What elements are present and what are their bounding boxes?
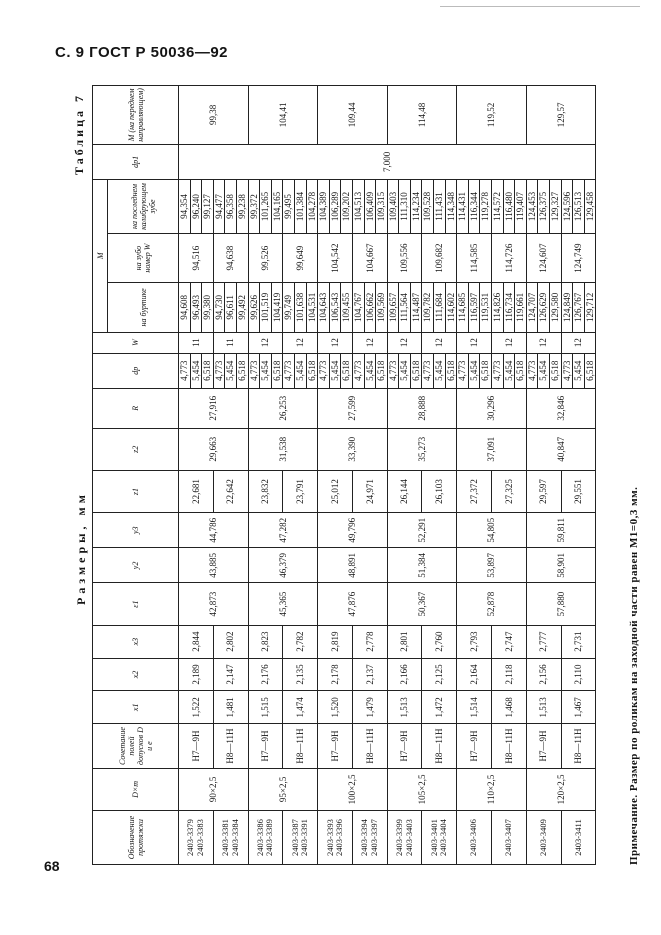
cell-m-tooth: 109,556 [387, 233, 422, 282]
cell-m-tooth: 99,526 [248, 233, 283, 282]
cell-m-last: 104,165 [271, 180, 283, 234]
table-row [352, 86, 364, 865]
cell-m-tooth: 94,516 [179, 233, 214, 282]
cell-m-tooth: 94,638 [213, 233, 248, 282]
cell-dp: 5,454 [364, 353, 376, 388]
cell-dm: 90×2,5 [179, 768, 249, 810]
table-row [492, 86, 504, 865]
cell-m-tooth: 109,682 [422, 233, 457, 282]
column-header: на зубо номер W [108, 233, 179, 282]
cell-dp: 6,518 [341, 353, 353, 388]
cell-m-last: 94,354 [179, 180, 191, 234]
column-header: y3 [93, 513, 179, 548]
header-group-m: M [93, 180, 108, 333]
cell-dp: 5,454 [573, 353, 585, 388]
cell-w: 12 [283, 332, 318, 353]
cell-e1: 50,367 [387, 583, 457, 625]
cell-tolerance: H8—11H [422, 724, 457, 769]
cell-x2: 2,189 [179, 658, 214, 691]
table-note: Примечание. Размер по роликам на заходной части равен M1=0,3 мм. [628, 486, 640, 865]
cell-e1: 45,365 [248, 583, 318, 625]
cell-m-collar: 94,608 [179, 283, 191, 332]
cell-tolerance: H7—9H [526, 724, 561, 769]
cell-m-last: 124,453 [526, 180, 538, 234]
cell-m-last: 111,431 [434, 180, 446, 234]
cell-dp: 6,518 [306, 353, 318, 388]
cell-x2: 2,166 [387, 658, 422, 691]
cell-m-last: 119,278 [480, 180, 492, 234]
cell-dp: 5,454 [329, 353, 341, 388]
cell-tolerance: H7—9H [318, 724, 353, 769]
cell-m-collar: 106,543 [329, 283, 341, 332]
column-header: x2 [93, 658, 179, 691]
cell-x2: 2,147 [213, 658, 248, 691]
cell-z2: 40,847 [526, 428, 596, 470]
cell-y3: 54,805 [457, 513, 527, 548]
cell-y3: 44,786 [179, 513, 249, 548]
cell-m-last: 129,458 [584, 180, 596, 234]
cell-dp: 6,518 [271, 353, 283, 388]
cell-m-collar: 114,826 [492, 283, 504, 332]
column-header: M (на переднем направляющем) [93, 86, 179, 145]
cell-x1: 1,481 [213, 691, 248, 724]
cell-dm: 110×2,5 [457, 768, 527, 810]
cell-x3: 2,819 [318, 625, 353, 658]
cell-dp1: 7,000 [179, 144, 596, 179]
cell-y2: 58,901 [526, 548, 596, 583]
cell-x3: 2,731 [561, 625, 596, 658]
table-row [526, 86, 538, 865]
cell-e1: 47,876 [318, 583, 388, 625]
cell-designation: 2403-3394 2403-3397 [352, 811, 387, 865]
cell-w: 12 [422, 332, 457, 353]
cell-m-collar: 119,531 [480, 283, 492, 332]
column-header: ε1 [93, 583, 179, 625]
cell-tolerance: H8—11H [352, 724, 387, 769]
column-header: R [93, 388, 179, 428]
cell-dp: 5,454 [399, 353, 411, 388]
cell-z2: 33,390 [318, 428, 388, 470]
cell-w: 12 [248, 332, 283, 353]
cell-z2: 31,538 [248, 428, 318, 470]
cell-m-last: 99,127 [202, 180, 214, 234]
cell-y3: 49,796 [318, 513, 388, 548]
cell-m-tooth: 104,667 [352, 233, 387, 282]
cell-dm: 100×2,5 [318, 768, 388, 810]
table-number: Таблица 7 [72, 93, 86, 175]
cell-m-last: 106,409 [364, 180, 376, 234]
cell-tolerance: H8—11H [492, 724, 527, 769]
cell-m-collar: 104,531 [306, 283, 318, 332]
cell-m-collar: 99,380 [202, 283, 214, 332]
cell-dp: 4,773 [213, 353, 225, 388]
cell-m-collar: 109,657 [387, 283, 399, 332]
cell-m-collar: 104,419 [271, 283, 283, 332]
cell-dp: 6,518 [202, 353, 214, 388]
cell-m-collar: 99,749 [283, 283, 295, 332]
cell-m-last: 111,310 [399, 180, 411, 234]
cell-dp: 4,773 [248, 353, 260, 388]
cell-dp: 6,518 [515, 353, 527, 388]
cell-m-collar: 99,492 [236, 283, 248, 332]
cell-dp: 4,773 [318, 353, 330, 388]
column-header: на буртике [108, 283, 179, 332]
column-header: z2 [93, 428, 179, 470]
cell-m-collar: 106,662 [364, 283, 376, 332]
cell-dp: 5,454 [294, 353, 306, 388]
cell-m-last: 129,327 [550, 180, 562, 234]
cell-m-last: 99,372 [248, 180, 260, 234]
cell-dp: 4,773 [179, 353, 191, 388]
cell-x1: 1,479 [352, 691, 387, 724]
cell-y2: 46,379 [248, 548, 318, 583]
cell-m-front: 109,44 [318, 86, 388, 145]
cell-dp: 6,518 [445, 353, 457, 388]
cell-m-collar: 104,643 [318, 283, 330, 332]
cell-m-last: 114,348 [445, 180, 457, 234]
cell-m-collar: 96,611 [225, 283, 237, 332]
cell-x2: 2,137 [352, 658, 387, 691]
page-number: 68 [44, 858, 60, 874]
cell-r: 30,296 [457, 388, 527, 428]
cell-m-collar: 126,767 [573, 283, 585, 332]
cell-dp: 6,518 [410, 353, 422, 388]
cell-tolerance: H8—11H [561, 724, 596, 769]
cell-m-collar: 114,685 [457, 283, 469, 332]
cell-z1: 29,551 [561, 470, 596, 512]
cell-m-last: 114,431 [457, 180, 469, 234]
cell-designation: 2403-3386 2403-3389 [248, 811, 283, 865]
table-row [387, 86, 399, 865]
cell-y2: 53,897 [457, 548, 527, 583]
cell-z1: 23,832 [248, 470, 283, 512]
cell-dp: 4,773 [561, 353, 573, 388]
cell-m-tooth: 104,542 [318, 233, 353, 282]
cell-m-last: 96,358 [225, 180, 237, 234]
cell-x1: 1,513 [387, 691, 422, 724]
cell-y3: 47,282 [248, 513, 318, 548]
cell-dm: 120×2,5 [526, 768, 596, 810]
cell-m-front: 104,41 [248, 86, 318, 145]
cell-x2: 2,118 [492, 658, 527, 691]
cell-m-collar: 116,734 [503, 283, 515, 332]
table-row [283, 86, 295, 865]
cell-m-last: 99,495 [283, 180, 295, 234]
cell-z2: 35,273 [387, 428, 457, 470]
cell-z1: 27,372 [457, 470, 492, 512]
cell-dp: 5,454 [468, 353, 480, 388]
cell-x2: 2,125 [422, 658, 457, 691]
cell-m-last: 101,384 [294, 180, 306, 234]
cell-x3: 2,823 [248, 625, 283, 658]
column-header: Обозначение протяжки [93, 811, 179, 865]
cell-z1: 22,681 [179, 470, 214, 512]
cell-tolerance: H7—9H [179, 724, 214, 769]
column-header: z1 [93, 470, 179, 512]
cell-tolerance: H8—11H [283, 724, 318, 769]
cell-m-last: 101,265 [260, 180, 272, 234]
cell-designation: 2403-3409 [526, 811, 561, 865]
cell-tolerance: H7—9H [248, 724, 283, 769]
cell-designation: 2403-3407 [492, 811, 527, 865]
cell-w: 12 [526, 332, 561, 353]
cell-designation: 2403-3406 [457, 811, 492, 865]
cell-dp: 4,773 [457, 353, 469, 388]
cell-m-last: 94,477 [213, 180, 225, 234]
cell-z2: 29,663 [179, 428, 249, 470]
cell-dp: 5,454 [190, 353, 202, 388]
cell-m-collar: 111,684 [434, 283, 446, 332]
cell-m-last: 109,528 [422, 180, 434, 234]
table-row [179, 86, 191, 865]
cell-m-tooth: 114,726 [492, 233, 527, 282]
column-header: y2 [93, 548, 179, 583]
cell-z1: 26,103 [422, 470, 457, 512]
cell-m-front: 129,57 [526, 86, 596, 145]
cell-w: 11 [179, 332, 214, 353]
cell-dp: 4,773 [283, 353, 295, 388]
table-body [179, 86, 596, 865]
cell-z2: 37,091 [457, 428, 527, 470]
cell-m-last: 104,389 [318, 180, 330, 234]
cell-x1: 1,468 [492, 691, 527, 724]
cell-m-last: 104,278 [306, 180, 318, 234]
cell-z1: 26,144 [387, 470, 422, 512]
cell-m-last: 109,202 [341, 180, 353, 234]
cell-m-collar: 99,626 [248, 283, 260, 332]
cell-m-collar: 129,580 [550, 283, 562, 332]
cell-r: 27,916 [179, 388, 249, 428]
cell-w: 12 [561, 332, 596, 353]
cell-m-collar: 114,487 [410, 283, 422, 332]
cell-x2: 2,178 [318, 658, 353, 691]
cell-dp: 5,454 [538, 353, 550, 388]
cell-tolerance: H8—11H [213, 724, 248, 769]
cell-r: 26,253 [248, 388, 318, 428]
cell-dp: 5,454 [434, 353, 446, 388]
cell-y3: 52,291 [387, 513, 457, 548]
column-header: Сочетание полей допусков D и e [93, 724, 179, 769]
cell-x1: 1,467 [561, 691, 596, 724]
cell-dp: 4,773 [352, 353, 364, 388]
cell-tolerance: H7—9H [387, 724, 422, 769]
cell-m-last: 124,596 [561, 180, 573, 234]
column-header: W [93, 332, 179, 353]
cell-r: 27,599 [318, 388, 388, 428]
cell-dp: 5,454 [503, 353, 515, 388]
cell-m-collar: 96,493 [190, 283, 202, 332]
cell-m-last: 96,240 [190, 180, 202, 234]
cell-x3: 2,793 [457, 625, 492, 658]
cell-designation: 2403-3381 2403-3384 [213, 811, 248, 865]
cell-m-collar: 101,519 [260, 283, 272, 332]
column-header: x1 [93, 691, 179, 724]
cell-dp: 4,773 [387, 353, 399, 388]
cell-dp: 4,773 [422, 353, 434, 388]
cell-w: 12 [318, 332, 353, 353]
cell-m-collar: 109,782 [422, 283, 434, 332]
cell-m-last: 116,344 [468, 180, 480, 234]
cell-m-collar: 124,707 [526, 283, 538, 332]
cell-dp: 4,773 [526, 353, 538, 388]
cell-x1: 1,522 [179, 691, 214, 724]
cell-m-tooth: 114,585 [457, 233, 492, 282]
cell-z1: 22,642 [213, 470, 248, 512]
cell-m-collar: 109,455 [341, 283, 353, 332]
cell-w: 12 [387, 332, 422, 353]
cell-x2: 2,156 [526, 658, 561, 691]
cell-m-front: 119,52 [457, 86, 527, 145]
cell-designation: 2403-3411 [561, 811, 596, 865]
cell-w: 12 [352, 332, 387, 353]
cell-m-last: 126,513 [573, 180, 585, 234]
column-header: на последнем калибрующем зубе [108, 180, 179, 234]
cell-z1: 23,791 [283, 470, 318, 512]
cell-x3: 2,801 [387, 625, 422, 658]
cell-x2: 2,135 [283, 658, 318, 691]
cell-dp: 6,518 [376, 353, 388, 388]
cell-y3: 59,811 [526, 513, 596, 548]
table-row [561, 86, 573, 865]
cell-x1: 1,515 [248, 691, 283, 724]
cell-x3: 2,777 [526, 625, 561, 658]
cell-y2: 48,891 [318, 548, 388, 583]
cell-m-last: 109,315 [376, 180, 388, 234]
cell-x2: 2,176 [248, 658, 283, 691]
table-row [422, 86, 434, 865]
cell-m-front: 114,48 [387, 86, 457, 145]
cell-z1: 29,597 [526, 470, 561, 512]
rotated-table-area [72, 85, 647, 865]
cell-x1: 1,472 [422, 691, 457, 724]
cell-z1: 27,325 [492, 470, 527, 512]
cell-m-collar: 111,564 [399, 283, 411, 332]
column-header: x3 [93, 625, 179, 658]
cell-x3: 2,844 [179, 625, 214, 658]
table-caption [72, 85, 92, 865]
table-row [213, 86, 225, 865]
cell-m-collar: 104,767 [352, 283, 364, 332]
cell-dp: 5,454 [225, 353, 237, 388]
cell-dp: 5,454 [260, 353, 272, 388]
cell-designation: 2403-3393 2403-3396 [318, 811, 353, 865]
cell-w: 12 [492, 332, 527, 353]
cell-designation: 2403-3387 2403-3391 [283, 811, 318, 865]
cell-m-last: 104,513 [352, 180, 364, 234]
cell-dp: 6,518 [480, 353, 492, 388]
cell-y2: 51,384 [387, 548, 457, 583]
cell-r: 28,888 [387, 388, 457, 428]
cell-m-last: 99,238 [236, 180, 248, 234]
cell-designation: 2403-3399 2403-3403 [387, 811, 422, 865]
table-row [318, 86, 330, 865]
cell-m-tooth: 124,607 [526, 233, 561, 282]
cell-dp: 6,518 [550, 353, 562, 388]
column-header: dp1 [93, 144, 179, 179]
cell-m-last: 119,407 [515, 180, 527, 234]
cell-x2: 2,110 [561, 658, 596, 691]
cell-y2: 43,885 [179, 548, 249, 583]
dimensions-caption: Размеры, мм [74, 491, 88, 605]
cell-x3: 2,778 [352, 625, 387, 658]
page-header: С. 9 ГОСТ Р 50036—92 [55, 44, 229, 61]
table-header [93, 86, 179, 865]
cell-x1: 1,520 [318, 691, 353, 724]
table-row [248, 86, 260, 865]
cell-x3: 2,760 [422, 625, 457, 658]
top-rule [440, 6, 640, 7]
cell-m-front: 99,38 [179, 86, 249, 145]
cell-dp: 4,773 [492, 353, 504, 388]
cell-designation: 2403-3379 2403-3383 [179, 811, 214, 865]
column-header: dp [93, 353, 179, 388]
table-row [457, 86, 469, 865]
cell-m-last: 106,289 [329, 180, 341, 234]
cell-designation: 2403-3401 2403-3404 [422, 811, 457, 865]
cell-m-collar: 119,661 [515, 283, 527, 332]
cell-x3: 2,802 [213, 625, 248, 658]
cell-r: 32,846 [526, 388, 596, 428]
cell-dp: 6,518 [236, 353, 248, 388]
cell-e1: 42,873 [179, 583, 249, 625]
cell-m-collar: 129,712 [584, 283, 596, 332]
cell-m-collar: 126,629 [538, 283, 550, 332]
cell-m-collar: 114,602 [445, 283, 457, 332]
cell-x1: 1,513 [526, 691, 561, 724]
cell-dm: 95×2,5 [248, 768, 318, 810]
cell-x2: 2,164 [457, 658, 492, 691]
cell-m-collar: 94,730 [213, 283, 225, 332]
cell-m-collar: 116,597 [468, 283, 480, 332]
cell-dp: 6,518 [584, 353, 596, 388]
cell-m-last: 114,234 [410, 180, 422, 234]
cell-x3: 2,747 [492, 625, 527, 658]
cell-m-tooth: 124,749 [561, 233, 596, 282]
cell-m-collar: 109,569 [376, 283, 388, 332]
cell-z1: 24,971 [352, 470, 387, 512]
cell-dm: 105×2,5 [387, 768, 457, 810]
cell-m-last: 109,403 [387, 180, 399, 234]
cell-x1: 1,474 [283, 691, 318, 724]
data-table [92, 85, 596, 865]
cell-m-collar: 124,849 [561, 283, 573, 332]
cell-z1: 25,012 [318, 470, 353, 512]
cell-w: 11 [213, 332, 248, 353]
cell-m-last: 114,572 [492, 180, 504, 234]
cell-m-last: 126,375 [538, 180, 550, 234]
cell-m-collar: 101,638 [294, 283, 306, 332]
cell-m-last: 116,480 [503, 180, 515, 234]
cell-w: 12 [457, 332, 492, 353]
cell-e1: 52,878 [457, 583, 527, 625]
cell-x3: 2,782 [283, 625, 318, 658]
cell-tolerance: H7—9H [457, 724, 492, 769]
cell-m-tooth: 99,649 [283, 233, 318, 282]
cell-e1: 57,880 [526, 583, 596, 625]
cell-x1: 1,514 [457, 691, 492, 724]
column-header: D×m [93, 768, 179, 810]
